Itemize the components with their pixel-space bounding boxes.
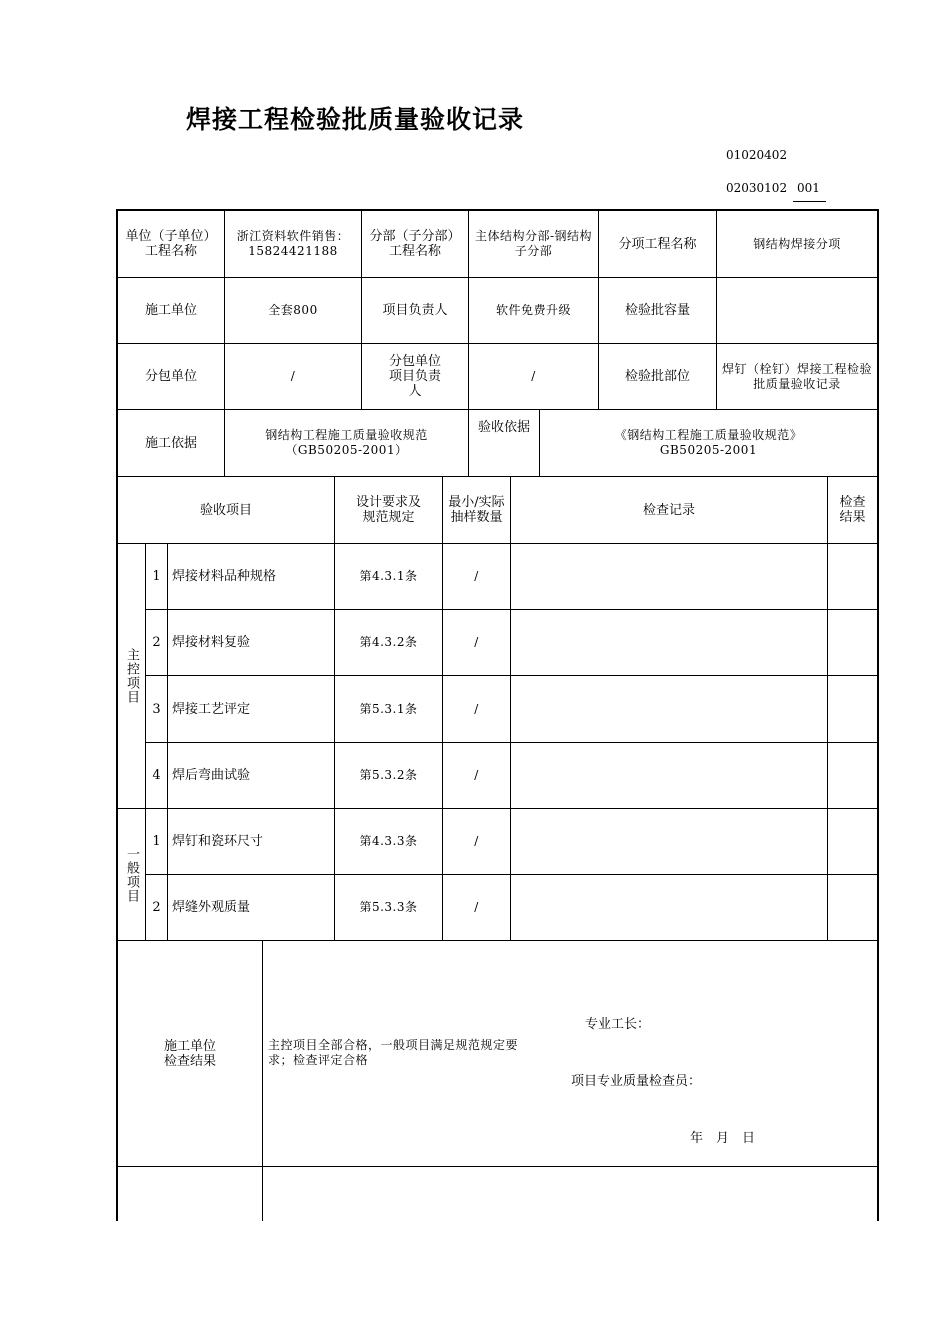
item-record — [511, 610, 828, 676]
date-label: 年 月 日 — [690, 1131, 756, 1146]
unit-value: 浙江资料软件销售：15824421188 — [225, 211, 362, 278]
manager-value: 软件免费升级 — [469, 278, 599, 344]
item-name: 焊接材料品种规格 — [168, 544, 335, 610]
form-code-3: 001 — [797, 181, 820, 195]
header-record: 检查记录 — [511, 477, 828, 544]
basis-label: 施工依据 — [118, 410, 225, 477]
item-sample: / — [443, 544, 511, 610]
item-record — [511, 743, 828, 809]
main-group-text: 主控项目 — [124, 648, 139, 704]
main-group-label — [118, 544, 146, 809]
item-clause: 第4.3.2条 — [335, 610, 443, 676]
subitem-label: 分项工程名称 — [599, 211, 717, 278]
basis-value: 钢结构工程施工质量验收规范（GB50205-2001） — [225, 410, 469, 477]
item-no: 1 — [146, 809, 168, 875]
item-record — [511, 676, 828, 743]
item-name: 焊接材料复验 — [168, 610, 335, 676]
division-value: 主体结构分部-钢结构子分部 — [469, 211, 599, 278]
item-sample: / — [443, 809, 511, 875]
item-record — [511, 875, 828, 941]
capacity-value — [717, 278, 877, 344]
header-item: 验收项目 — [118, 477, 335, 544]
sub-manager-label: 分包单位项目负责人 — [362, 344, 469, 410]
item-result — [828, 544, 877, 610]
item-name: 焊接工艺评定 — [168, 676, 335, 743]
header-result: 检查结果 — [828, 477, 877, 544]
item-no: 4 — [146, 743, 168, 809]
item-clause: 第4.3.3条 — [335, 809, 443, 875]
subitem-value: 钢结构焊接分项 — [717, 211, 877, 278]
foreman-label: 专业工长： — [585, 1017, 651, 1032]
capacity-label: 检验批容量 — [599, 278, 717, 344]
inspector-label: 项目专业质量检查员： — [571, 1074, 702, 1089]
item-name: 焊后弯曲试验 — [168, 743, 335, 809]
contractor-label: 施工单位 — [118, 278, 225, 344]
general-group-label — [118, 809, 146, 941]
subcontractor-label: 分包单位 — [118, 344, 225, 410]
location-label: 检验批部位 — [599, 344, 717, 410]
item-result — [828, 743, 877, 809]
item-result — [828, 610, 877, 676]
item-sample: / — [443, 610, 511, 676]
sub-manager-value: / — [469, 344, 599, 410]
acceptance-label: 验收依据 — [469, 410, 540, 477]
conclusion-label: 施工单位检查结果 — [118, 941, 263, 1167]
item-clause: 第5.3.3条 — [335, 875, 443, 941]
item-no: 3 — [146, 676, 168, 743]
item-no: 2 — [146, 875, 168, 941]
item-sample: / — [443, 676, 511, 743]
unit-label: 单位（子单位）工程名称 — [118, 211, 225, 278]
item-result — [828, 676, 877, 743]
item-name: 焊钉和瓷环尺寸 — [168, 809, 335, 875]
page-title: 焊接工程检验批质量验收记录 — [186, 105, 525, 134]
general-group-text: 一般项目 — [124, 846, 139, 903]
item-no: 2 — [146, 610, 168, 676]
supervisor-label-cell — [118, 1167, 263, 1221]
form-code-1: 01020402 — [726, 148, 788, 162]
subcontractor-value: / — [225, 344, 362, 410]
form-code-2: 02030102 — [726, 181, 788, 195]
conclusion-text: 主控项目全部合格，一般项目满足规范规定要求；检查评定合格 — [268, 1038, 519, 1067]
division-label: 分部（子分部）工程名称 — [362, 211, 469, 278]
item-result — [828, 809, 877, 875]
item-clause: 第5.3.1条 — [335, 676, 443, 743]
inspection-table — [116, 209, 879, 1221]
item-sample: / — [443, 875, 511, 941]
manager-label: 项目负责人 — [362, 278, 469, 344]
item-clause: 第4.3.1条 — [335, 544, 443, 610]
item-record — [511, 809, 828, 875]
item-sample: / — [443, 743, 511, 809]
code-underline — [793, 201, 826, 202]
item-record — [511, 544, 828, 610]
item-result — [828, 875, 877, 941]
contractor-value: 全套800 — [225, 278, 362, 344]
header-sample: 最小/实际抽样数量 — [443, 477, 511, 544]
acceptance-value: 《钢结构工程施工质量验收规范》GB50205-2001 — [540, 410, 877, 477]
location-value: 焊钉（栓钉）焊接工程检验批质量验收记录 — [717, 344, 877, 410]
supervisor-area — [263, 1167, 877, 1221]
header-design: 设计要求及规范规定 — [335, 477, 443, 544]
item-no: 1 — [146, 544, 168, 610]
item-name: 焊缝外观质量 — [168, 875, 335, 941]
item-clause: 第5.3.2条 — [335, 743, 443, 809]
